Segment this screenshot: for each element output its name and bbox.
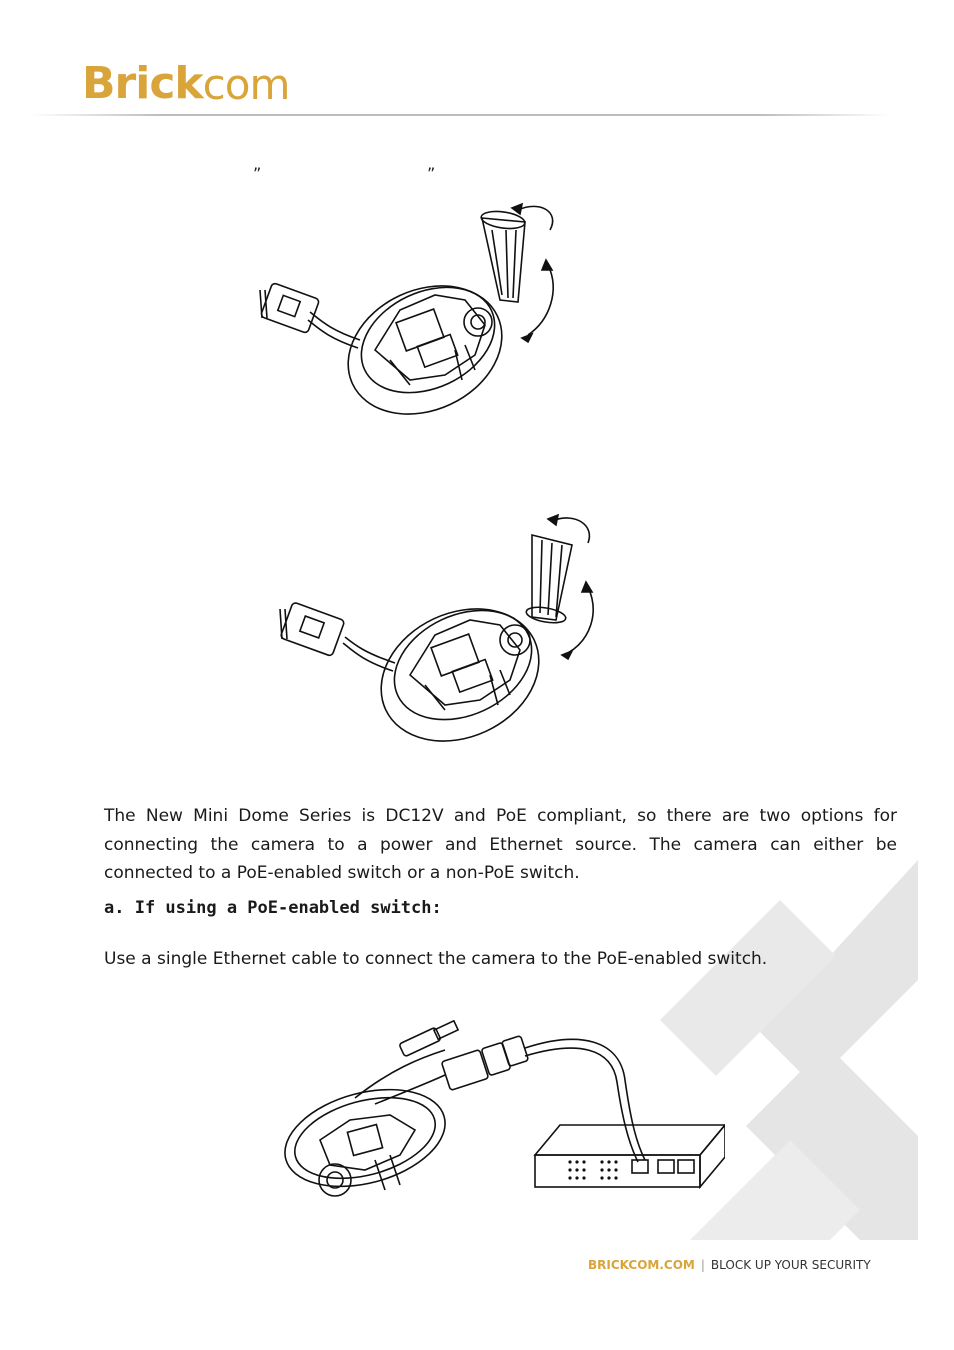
footer-tagline: BLOCK UP YOUR SECURITY xyxy=(710,1258,871,1272)
poe-instruction-text: Use a single Ethernet cable to connect the camera to the PoE-enabled switch. xyxy=(104,949,768,969)
poe-connection-illustration xyxy=(280,1020,725,1215)
power-options-paragraph: The New Mini Dome Series is DC12V and PoE compliant, so there are two options for connecting the camera to a power and Ethernet source. The camera can either be connected to a PoE-enabled switch or a non-PoE switch. xyxy=(104,806,897,883)
logo-bold-text: Brick xyxy=(82,58,203,109)
poe-switch-subheading: a. If using a PoE-enabled switch: xyxy=(104,898,442,918)
camera-cover-illustration-1 xyxy=(250,190,570,425)
quote-mark-right: ” xyxy=(427,164,436,183)
camera-cover-illustration-2 xyxy=(270,505,610,750)
quote-mark-left: ” xyxy=(253,164,262,183)
footer-brand: BRICKCOM.COM xyxy=(588,1258,695,1272)
footer-separator: | xyxy=(700,1258,705,1272)
page-footer xyxy=(588,1258,871,1272)
header-divider xyxy=(30,112,890,118)
logo-light-text: com xyxy=(202,60,290,109)
brickcom-logo xyxy=(82,56,290,109)
